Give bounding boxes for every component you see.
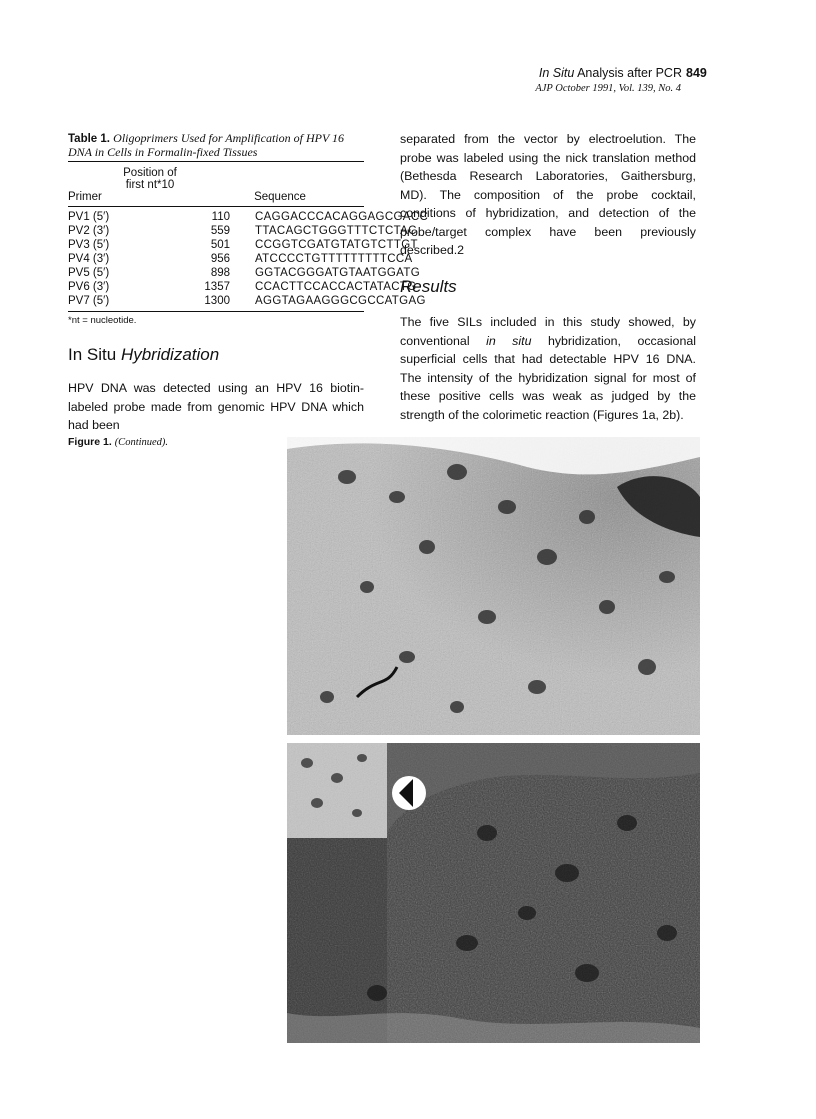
figure-label <box>68 436 168 448</box>
journal-line: AJP October 1991, Vol. 139, No. 4 <box>535 83 681 94</box>
cell-sequence: GGTACGGGATGTAATGGATG <box>255 267 421 279</box>
results-text-2: hybridization, occasional superficial cells that had detectable HPV 16 DNA. The intensity of the hybridization signal for most of these positive cells was weak as judged by the strength of the colorimetic reaction (Figures 1a, 2b). <box>400 333 696 422</box>
cell-sequence: CCGGTCGATGTATGTCTTGT <box>255 239 418 251</box>
cell-primer: PV7 (5′) <box>68 295 110 307</box>
table-row <box>68 295 426 308</box>
results-text-1: The five SILs included in this study showed, by conventional <box>400 315 696 348</box>
cell-sequence: ATCCCCTGTTTTTTTTTCCA <box>255 253 413 265</box>
running-head-title <box>539 66 682 80</box>
cell-sequence: AGGTAGAAGGGCGCCATGAG <box>255 295 426 307</box>
paragraph-right-top: separated from the vector by electroelution. The probe was labeled using the nick translation method (Bethesda Research Laboratories, Gaithersburg, MD). The composition of the probe cocktail, conditions of hybridization, and detection of the probe/target complex have been previously described.2 <box>400 132 696 257</box>
cell-primer: PV2 (3′) <box>68 225 110 237</box>
table-footnote: *nt = nucleotide. <box>68 315 137 326</box>
table-label: Table 1. <box>68 133 110 145</box>
paragraph-insitu: HPV DNA was detected using an HPV 16 biotin-labeled probe made from genomic HPV DNA which had been <box>68 381 364 432</box>
micrograph-bottom <box>287 743 700 1043</box>
cell-position: 956 <box>210 253 230 265</box>
page-number: 849 <box>686 66 707 80</box>
cell-position: 1357 <box>204 281 230 293</box>
table-header-position: Position of first nt*10 <box>123 167 177 191</box>
section-heading-results: Results <box>400 277 457 296</box>
cell-position: 898 <box>210 267 230 279</box>
cell-position: 501 <box>210 239 230 251</box>
table-row <box>68 211 429 224</box>
micrograph-top <box>287 437 700 735</box>
running-head-italic: In Situ <box>538 66 575 80</box>
table-row <box>68 267 421 280</box>
cell-primer: PV1 (5′) <box>68 211 110 223</box>
paragraph-results <box>400 313 696 424</box>
cell-sequence: CAGGACCCACAGGAGCGACC <box>255 211 429 223</box>
table-row <box>68 225 417 238</box>
cell-primer: PV5 (5′) <box>68 267 110 279</box>
table-header-rule <box>68 206 364 207</box>
cell-sequence: CCACTTCCACCACTATACTG <box>255 281 417 293</box>
cell-position: 559 <box>210 225 230 237</box>
heading-italic: Hybridization <box>120 345 220 364</box>
table-top-rule <box>68 161 364 162</box>
heading-plain: In Situ <box>68 345 117 364</box>
figure-number: Figure 1. <box>68 436 112 448</box>
table-caption <box>68 132 368 160</box>
cell-position: 110 <box>211 211 230 223</box>
cell-sequence: TTACAGCTGGGTTTCTCTAC <box>255 225 417 237</box>
table-bottom-rule <box>68 311 364 312</box>
table-header-primer: Primer <box>68 191 102 203</box>
table-caption-text: Oligoprimers Used for Amplification of HPV 16 DNA in Cells in Formalin-fixed Tissues <box>68 131 345 159</box>
table-header-sequence: Sequence <box>254 191 306 203</box>
running-head-rest: Analysis after PCR <box>577 66 682 80</box>
figure-continued: (Continued). <box>114 437 169 448</box>
table-row <box>68 281 417 294</box>
cell-primer: PV6 (3′) <box>68 281 110 293</box>
cell-position: 1300 <box>204 295 230 307</box>
cell-primer: PV4 (3′) <box>68 253 110 265</box>
cell-primer: PV3 (5′) <box>68 239 110 251</box>
results-text-italic: in situ <box>486 333 532 348</box>
section-heading-insitu <box>68 345 219 365</box>
table-row <box>68 239 418 252</box>
table-row <box>68 253 413 266</box>
